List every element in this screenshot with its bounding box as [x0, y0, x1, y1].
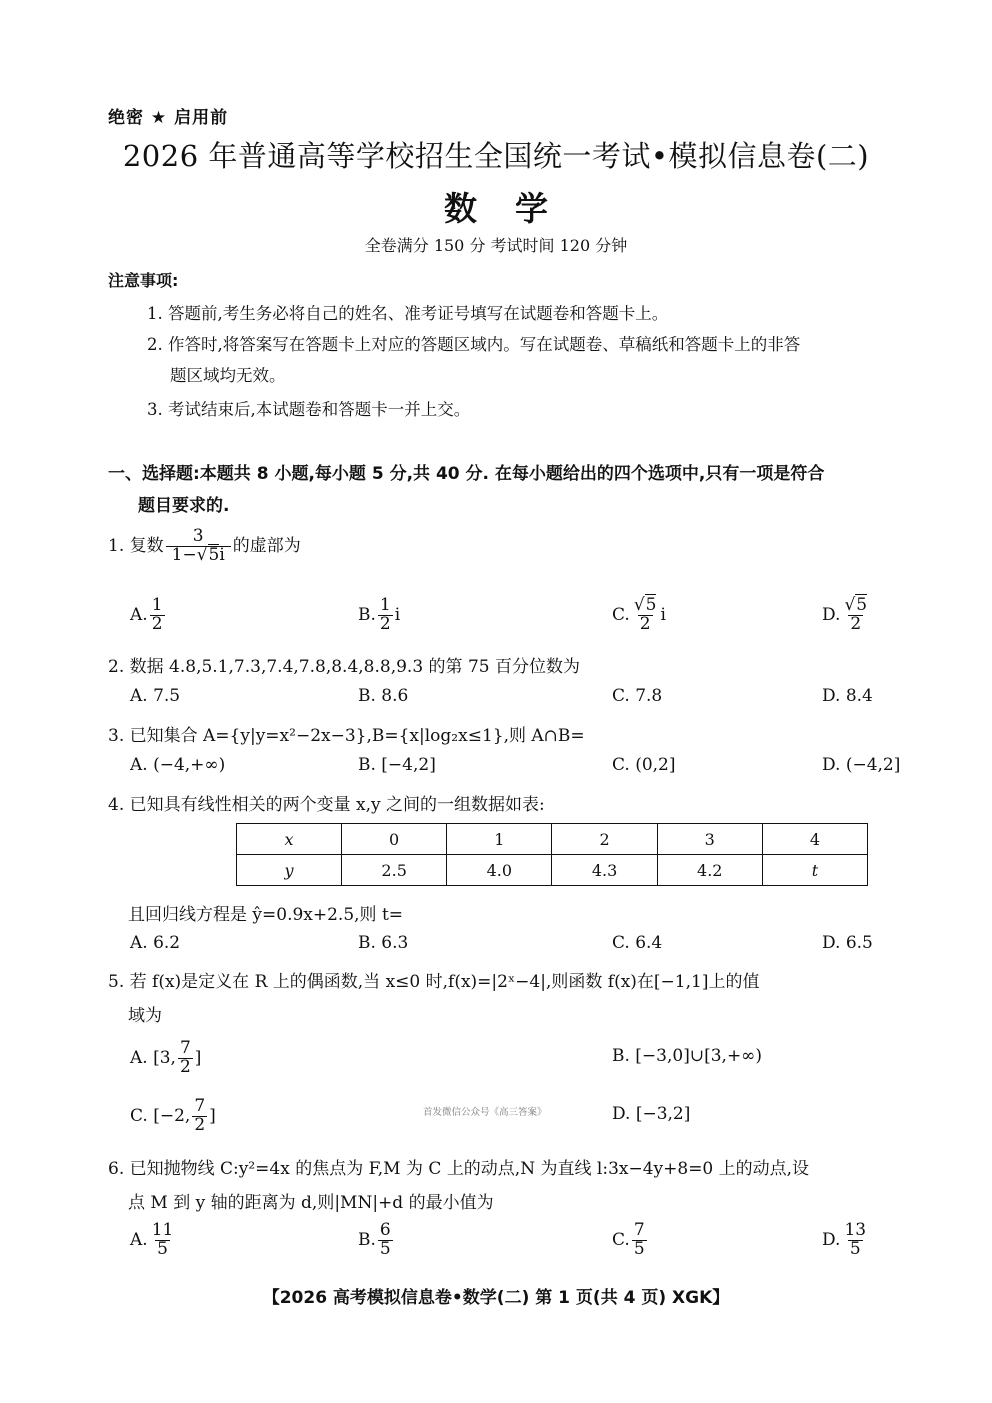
section-heading: 一、选择题:本题共 8 小题,每小题 5 分,共 40 分. 在每小题给出的四个选项中,只有一项是符合	[108, 464, 825, 484]
table-cell: 4	[762, 824, 867, 855]
q4-option-a: A. 6.2	[130, 933, 181, 953]
q5-option-c: C. [−2, $\frac{7}{2}$ ]	[130, 1096, 216, 1135]
table-cell: y	[237, 855, 342, 886]
question-6: 6. 已知抛物线 C:y²=4x 的焦点为 F,M 为 C 上的动点,N 为直线 l:3x−4y+8=0 上的动点,设	[108, 1159, 810, 1179]
table-row	[237, 855, 868, 886]
notice-heading: 注意事项:	[108, 271, 179, 290]
q2-option-a: A. 7.5	[130, 686, 181, 706]
watermark: 首发微信公众号《高三答案》	[423, 1107, 547, 1118]
q4-option-c: C. 6.4	[612, 933, 663, 953]
question-1-suffix: 的虚部为	[232, 535, 301, 556]
q5-option-b: B. [−3,0]∪[3,+∞)	[612, 1046, 762, 1066]
q3-option-b: B. [−4,2]	[358, 755, 436, 775]
q2-option-c: C. 7.8	[612, 686, 663, 706]
question-1-fraction: $\frac{3}{1-√5i}$	[166, 528, 231, 565]
notice-item: 3. 考试结束后,本试题卷和答题卡一并上交。	[147, 400, 471, 419]
q5-option-a: A. [3, $\frac{7}{2}$ ]	[130, 1038, 202, 1077]
q4-option-d: D. 6.5	[822, 933, 873, 953]
table-cell: x	[237, 824, 342, 855]
table-cell: 2	[552, 824, 657, 855]
table-cell: 4.2	[657, 855, 762, 886]
notice-item: 题区域均无效。	[170, 366, 286, 385]
question-1	[108, 528, 301, 565]
q1-option-c: C. $\frac{√5}{2}$ i	[612, 595, 666, 634]
q3-option-a: A. (−4,+∞)	[130, 755, 226, 775]
section-heading-cont: 题目要求的.	[138, 496, 230, 516]
question-4: 4. 已知具有线性相关的两个变量 x,y 之间的一组数据如表:	[108, 795, 545, 815]
subject-title: 数学	[444, 189, 586, 228]
confidential-label: 绝密 ★ 启用前	[108, 108, 229, 128]
table-cell: 3	[657, 824, 762, 855]
q6-option-d: D. $\frac{13}{5}$	[822, 1220, 867, 1259]
q5-option-d: D. [−3,2]	[612, 1104, 691, 1124]
table-cell: t	[762, 855, 867, 886]
question-1-prefix: 1. 复数	[108, 535, 164, 556]
page-footer: 【2026 高考模拟信息卷•数学(二) 第 1 页(共 4 页) XGK】	[262, 1288, 730, 1308]
notice-item: 1. 答题前,考生务必将自己的姓名、准考证号填写在试题卷和答题卡上。	[147, 304, 669, 323]
q6-option-c: C. $\frac{7}{5}$	[612, 1220, 645, 1259]
q4-option-b: B. 6.3	[358, 933, 409, 953]
question-5: 5. 若 f(x)是定义在 R 上的偶函数,当 x≤0 时,f(x)=|2ˣ−4|,则函数 f(x)在[−1,1]上的值	[108, 972, 760, 992]
table-cell: 4.0	[447, 855, 552, 886]
q2-option-d: D. 8.4	[822, 686, 873, 706]
table-cell: 2.5	[342, 855, 447, 886]
question-5-cont: 域为	[128, 1006, 162, 1026]
table-cell: 4.3	[552, 855, 657, 886]
q1-option-d: D. $\frac{√5}{2}$	[822, 595, 868, 634]
data-table	[236, 823, 868, 886]
q2-option-b: B. 8.6	[358, 686, 409, 706]
question-3: 3. 已知集合 A={y|y=x²−2x−3},B={x|log₂x≤1},则 A∩B=	[108, 726, 585, 746]
q1-option-b: B. $\frac{1}{2}$ i	[358, 595, 401, 634]
notice-item: 2. 作答时,将答案写在答题卡上对应的答题区域内。写在试题卷、草稿纸和答题卡上的非答	[147, 335, 801, 354]
q1-option-a: A. $\frac{1}{2}$	[130, 595, 163, 634]
q3-option-c: C. (0,2]	[612, 755, 676, 775]
question-6-cont: 点 M 到 y 轴的距离为 d,则|MN|+d 的最小值为	[128, 1193, 494, 1213]
q6-option-b: B. $\frac{6}{5}$	[358, 1220, 391, 1259]
table-row	[237, 824, 868, 855]
exam-info: 全卷满分 150 分 考试时间 120 分钟	[364, 236, 628, 255]
q6-option-a: A. $\frac{11}{5}$	[130, 1220, 174, 1259]
question-2: 2. 数据 4.8,5.1,7.3,7.4,7.8,8.4,8.8,9.3 的第 75 百分位数为	[108, 657, 580, 677]
question-4-cont: 且回归线方程是 ŷ=0.9x+2.5,则 t=	[128, 905, 404, 925]
table-cell: 1	[447, 824, 552, 855]
exam-title: 2026 年普通高等学校招生全国统一考试•模拟信息卷(二)	[122, 139, 870, 173]
q3-option-d: D. (−4,2]	[822, 755, 901, 775]
table-cell: 0	[342, 824, 447, 855]
